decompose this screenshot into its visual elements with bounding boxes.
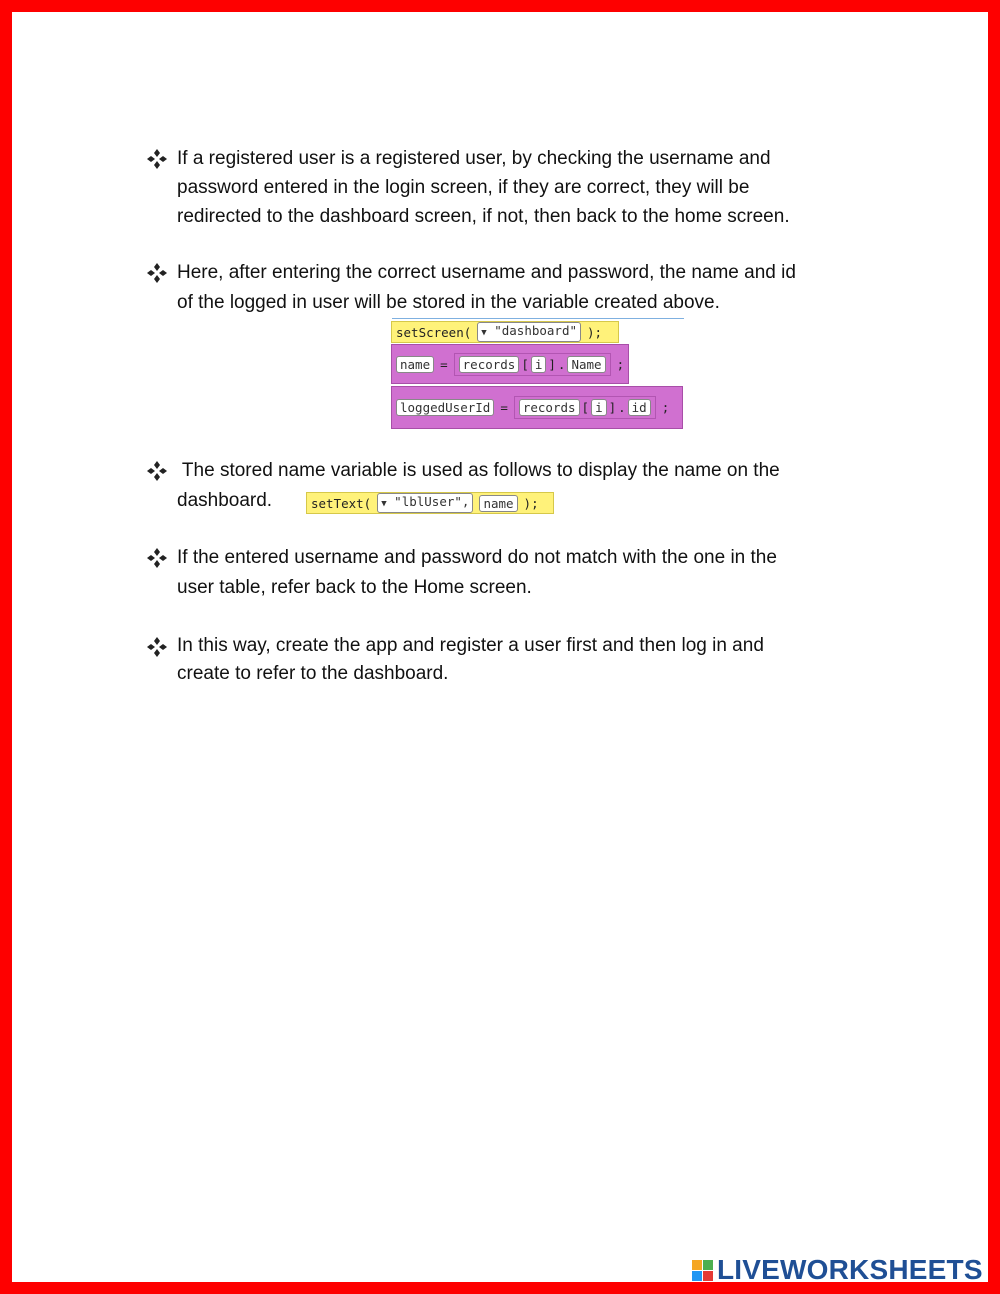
paragraph-mismatch [177,543,877,602]
diamond-bullet-icon [146,636,168,658]
code-argument: "dashboard" [494,323,578,338]
dropdown-triangle-icon: ▼ [481,328,487,338]
text-line: Here, after entering the correct username and password, the name and id [177,262,796,283]
code-object: records [519,399,580,416]
code-operator: = [500,400,508,415]
text-line: If a registered user is a registered user, by checking the username and [177,148,771,169]
text-line: password entered in the login screen, if they are correct, they will be [177,176,750,198]
text-line: user table, refer back to the Home screen. [177,576,532,598]
set-text-block [306,492,554,514]
code-object: records [459,356,520,373]
code-function: setText( [311,495,372,511]
code-terminator: ; [616,356,625,372]
text-line: create to refer to the dashboard. [177,663,449,684]
diamond-bullet-icon [146,262,168,284]
code-argument: "lblUser", [394,494,470,509]
code-variable: name [396,356,434,373]
text-line: The stored name variable is used as follows to display the name on the [177,460,780,481]
code-function: setScreen( [396,324,472,340]
text-line: of the logged in user will be stored in the variable created above. [177,291,720,313]
diamond-bullet-icon [146,547,168,569]
code-operator: = [440,356,448,372]
diamond-bullet-icon [146,460,168,482]
logo-mark-icon [692,1260,713,1281]
code-property: Name [567,356,605,373]
text-line: dashboard. [177,489,273,511]
diamond-bullet-icon [146,148,168,170]
paragraph-create-app [177,632,877,688]
paragraph-login-check [177,144,877,231]
logo-text: LIVEWORKSHEETS [717,1254,983,1285]
text-line: In this way, create the app and register a user first and then log in and [177,635,764,656]
liveworksheets-logo [692,1256,983,1284]
paragraph-store-variables [177,258,877,317]
code-terminator: ); [587,324,603,340]
code-terminator: ); [523,495,539,511]
code-terminator: ; [661,400,670,415]
text-line: redirected to the dashboard screen, if not, then back to the home screen. [177,205,790,227]
set-screen-block [391,321,619,343]
divider [392,318,684,319]
code-variable: name [479,495,517,512]
code-index: i [591,399,607,416]
name-assign-block: name = records [ i ] . Name ; [391,344,629,384]
code-index: i [531,356,547,373]
code-variable: loggedUserId [396,399,494,416]
code-property: id [628,399,651,416]
text-line: If the entered username and password do not match with the one in the [177,547,777,568]
logged-user-assign-block: loggedUserId = records [ i ] . id ; [391,386,683,429]
dropdown-triangle-icon: ▼ [381,499,387,509]
